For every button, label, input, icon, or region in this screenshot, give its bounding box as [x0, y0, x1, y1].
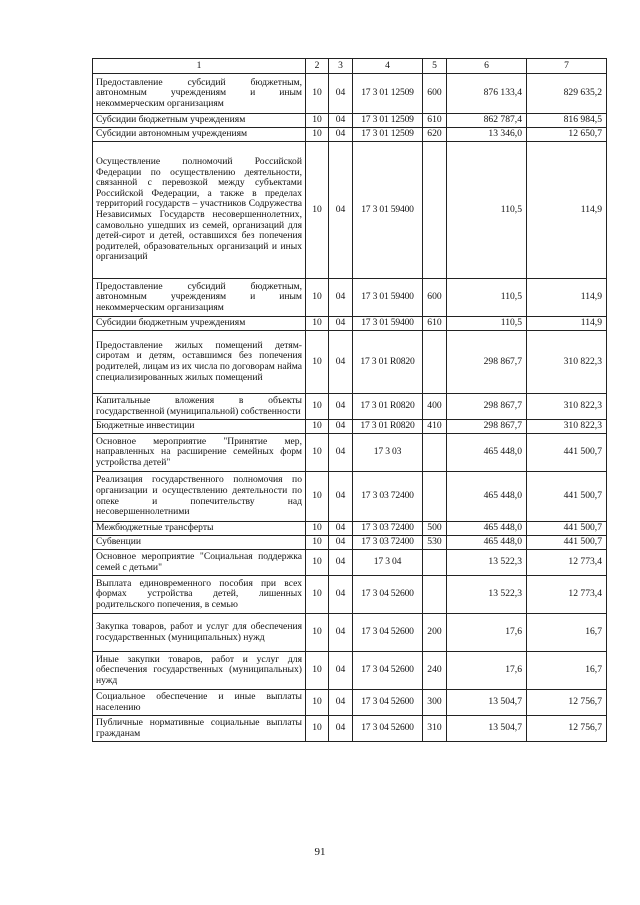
row-target-code: 17 3 04: [353, 550, 423, 576]
row-amount-1: 298 867,7: [447, 394, 527, 420]
row-amount-1: 13 522,3: [447, 576, 527, 614]
row-subsection: 04: [329, 716, 353, 742]
table-row: [93, 434, 607, 472]
table-row: [93, 536, 607, 550]
row-name: Предоставление жилых помещений детям-сиротам и детям, оставшимся без попечения родителей, лицам из их числа по договорам найма специализированных жилых помещений: [93, 331, 306, 394]
row-target-code: 17 3 01 12509: [353, 128, 423, 142]
row-name: Межбюджетные трансферты: [93, 522, 306, 536]
row-target-code: 17 3 04 52600: [353, 690, 423, 716]
row-expense-type: 530: [423, 536, 447, 550]
row-subsection: 04: [329, 128, 353, 142]
row-amount-1: 465 448,0: [447, 472, 527, 522]
row-amount-1: 862 787,4: [447, 114, 527, 128]
row-amount-2: 114,9: [527, 317, 607, 331]
row-amount-2: 441 500,7: [527, 434, 607, 472]
row-subsection: 04: [329, 394, 353, 420]
row-subsection: 04: [329, 114, 353, 128]
row-target-code: 17 3 04 52600: [353, 652, 423, 690]
row-amount-2: 441 500,7: [527, 522, 607, 536]
row-section: 10: [306, 472, 329, 522]
row-expense-type: 500: [423, 522, 447, 536]
row-amount-1: 465 448,0: [447, 522, 527, 536]
header-col-3: 3: [329, 59, 353, 74]
row-expense-type: 240: [423, 652, 447, 690]
row-amount-2: 114,9: [527, 142, 607, 279]
row-section: 10: [306, 522, 329, 536]
row-amount-1: 298 867,7: [447, 420, 527, 434]
row-expense-type: [423, 576, 447, 614]
row-section: 10: [306, 331, 329, 394]
row-expense-type: [423, 550, 447, 576]
row-target-code: 17 3 04 52600: [353, 576, 423, 614]
row-subsection: 04: [329, 522, 353, 536]
row-section: 10: [306, 716, 329, 742]
row-name: Выплата единовременного пособия при всех формах устройства детей, лишенных родительского попечения, в семью: [93, 576, 306, 614]
row-name: Осуществление полномочий Российской Федерации по осуществлению деятельности, связанной с перевозкой между субъектами Российской Федерации, а также в пределах территорий государств – участников Содружества Независимых Государств несовершеннолетних, самовольно ушедших из семей, организаций для детей-сирот и детей, оставшихся без попечения родителей, образовательных организаций и иных организаций: [93, 142, 306, 279]
row-name: Иные закупки товаров, работ и услуг для обеспечения государственных (муниципальных) нужд: [93, 652, 306, 690]
row-target-code: 17 3 03 72400: [353, 522, 423, 536]
table-row: [93, 420, 607, 434]
row-target-code: 17 3 03 72400: [353, 472, 423, 522]
row-expense-type: 600: [423, 74, 447, 114]
row-amount-2: 441 500,7: [527, 472, 607, 522]
row-target-code: 17 3 01 12509: [353, 114, 423, 128]
row-subsection: 04: [329, 331, 353, 394]
row-section: 10: [306, 114, 329, 128]
row-amount-1: 13 504,7: [447, 690, 527, 716]
row-name: Субсидии бюджетным учреждениям: [93, 317, 306, 331]
row-section: 10: [306, 434, 329, 472]
header-col-2: 2: [306, 59, 329, 74]
row-section: 10: [306, 279, 329, 317]
row-amount-2: 12 650,7: [527, 128, 607, 142]
table-row: [93, 550, 607, 576]
row-target-code: 17 3 03 72400: [353, 536, 423, 550]
row-name: Субсидии автономным учреждениям: [93, 128, 306, 142]
row-expense-type: 410: [423, 420, 447, 434]
table-row: [93, 716, 607, 742]
row-name: Основное мероприятие "Принятие мер, направленных на расширение семейных форм устройства детей": [93, 434, 306, 472]
header-col-1: 1: [93, 59, 306, 74]
row-target-code: 17 3 04 52600: [353, 614, 423, 652]
row-target-code: 17 3 01 59400: [353, 279, 423, 317]
row-name: Предоставление субсидий бюджетным, автономным учреждениям и иным некоммерческим организациям: [93, 74, 306, 114]
row-section: 10: [306, 690, 329, 716]
row-subsection: 04: [329, 472, 353, 522]
row-amount-1: 110,5: [447, 279, 527, 317]
row-section: 10: [306, 394, 329, 420]
table-row: [93, 652, 607, 690]
row-amount-2: 310 822,3: [527, 331, 607, 394]
row-name: Субсидии бюджетным учреждениям: [93, 114, 306, 128]
row-name: Публичные нормативные социальные выплаты гражданам: [93, 716, 306, 742]
row-amount-1: 13 346,0: [447, 128, 527, 142]
row-target-code: 17 3 04 52600: [353, 716, 423, 742]
row-subsection: 04: [329, 550, 353, 576]
row-amount-1: 110,5: [447, 317, 527, 331]
row-name: Закупка товаров, работ и услуг для обеспечения государственных (муниципальных) нужд: [93, 614, 306, 652]
row-amount-1: 876 133,4: [447, 74, 527, 114]
row-expense-type: 610: [423, 114, 447, 128]
row-amount-1: 17,6: [447, 614, 527, 652]
row-subsection: 04: [329, 652, 353, 690]
header-col-6: 6: [447, 59, 527, 74]
row-amount-1: 465 448,0: [447, 434, 527, 472]
row-subsection: 04: [329, 576, 353, 614]
row-amount-2: 12 773,4: [527, 576, 607, 614]
row-expense-type: [423, 331, 447, 394]
row-target-code: 17 3 01 12509: [353, 74, 423, 114]
table-row: [93, 142, 607, 279]
row-section: 10: [306, 536, 329, 550]
table-row: [93, 128, 607, 142]
row-name: Субвенции: [93, 536, 306, 550]
row-subsection: 04: [329, 434, 353, 472]
row-expense-type: 200: [423, 614, 447, 652]
header-col-4: 4: [353, 59, 423, 74]
row-amount-1: 298 867,7: [447, 331, 527, 394]
row-expense-type: [423, 142, 447, 279]
row-subsection: 04: [329, 74, 353, 114]
header-col-5: 5: [423, 59, 447, 74]
row-expense-type: 610: [423, 317, 447, 331]
row-amount-2: 16,7: [527, 614, 607, 652]
row-amount-2: 114,9: [527, 279, 607, 317]
row-target-code: 17 3 01 59400: [353, 317, 423, 331]
row-section: 10: [306, 420, 329, 434]
row-amount-2: 16,7: [527, 652, 607, 690]
row-expense-type: 620: [423, 128, 447, 142]
row-amount-1: 13 504,7: [447, 716, 527, 742]
table-row: [93, 317, 607, 331]
table-row: [93, 114, 607, 128]
row-target-code: 17 3 03: [353, 434, 423, 472]
row-subsection: 04: [329, 279, 353, 317]
row-section: 10: [306, 317, 329, 331]
row-expense-type: 300: [423, 690, 447, 716]
row-target-code: 17 3 01 R0820: [353, 420, 423, 434]
row-target-code: 17 3 01 R0820: [353, 394, 423, 420]
row-amount-1: 110,5: [447, 142, 527, 279]
row-section: 10: [306, 142, 329, 279]
row-expense-type: [423, 472, 447, 522]
row-amount-1: 13 522,3: [447, 550, 527, 576]
row-section: 10: [306, 576, 329, 614]
table-row: [93, 690, 607, 716]
page-number: 91: [314, 846, 326, 858]
row-amount-2: 441 500,7: [527, 536, 607, 550]
table-row: [93, 394, 607, 420]
row-amount-2: 12 756,7: [527, 690, 607, 716]
row-amount-1: 17,6: [447, 652, 527, 690]
row-section: 10: [306, 652, 329, 690]
row-amount-2: 12 773,4: [527, 550, 607, 576]
table-row: [93, 576, 607, 614]
row-amount-1: 465 448,0: [447, 536, 527, 550]
row-subsection: 04: [329, 536, 353, 550]
table-header-row: [93, 59, 607, 74]
row-amount-2: 816 984,5: [527, 114, 607, 128]
row-target-code: 17 3 01 R0820: [353, 331, 423, 394]
row-subsection: 04: [329, 142, 353, 279]
row-subsection: 04: [329, 614, 353, 652]
row-section: 10: [306, 74, 329, 114]
row-name: Основное мероприятие "Социальная поддержка семей с детьми": [93, 550, 306, 576]
row-amount-2: 829 635,2: [527, 74, 607, 114]
row-section: 10: [306, 128, 329, 142]
table-row: [93, 74, 607, 114]
row-target-code: 17 3 01 59400: [353, 142, 423, 279]
row-section: 10: [306, 614, 329, 652]
table-row: [93, 614, 607, 652]
table-row: [93, 472, 607, 522]
row-expense-type: 400: [423, 394, 447, 420]
row-section: 10: [306, 550, 329, 576]
row-name: Капитальные вложения в объекты государственной (муниципальной) собственности: [93, 394, 306, 420]
table-row: [93, 522, 607, 536]
row-name: Бюджетные инвестиции: [93, 420, 306, 434]
table-row: [93, 279, 607, 317]
budget-table: [92, 58, 607, 742]
row-amount-2: 310 822,3: [527, 420, 607, 434]
table-row: [93, 331, 607, 394]
row-amount-2: 12 756,7: [527, 716, 607, 742]
row-subsection: 04: [329, 420, 353, 434]
row-subsection: 04: [329, 690, 353, 716]
header-col-7: 7: [527, 59, 607, 74]
row-name: Социальное обеспечение и иные выплаты населению: [93, 690, 306, 716]
row-expense-type: 600: [423, 279, 447, 317]
row-name: Предоставление субсидий бюджетным, автономным учреждениям и иным некоммерческим организациям: [93, 279, 306, 317]
row-amount-2: 310 822,3: [527, 394, 607, 420]
row-expense-type: [423, 434, 447, 472]
row-name: Реализация государственного полномочия по организации и осуществлению деятельности по опеке и попечительству над несовершеннолетними: [93, 472, 306, 522]
row-subsection: 04: [329, 317, 353, 331]
row-expense-type: 310: [423, 716, 447, 742]
